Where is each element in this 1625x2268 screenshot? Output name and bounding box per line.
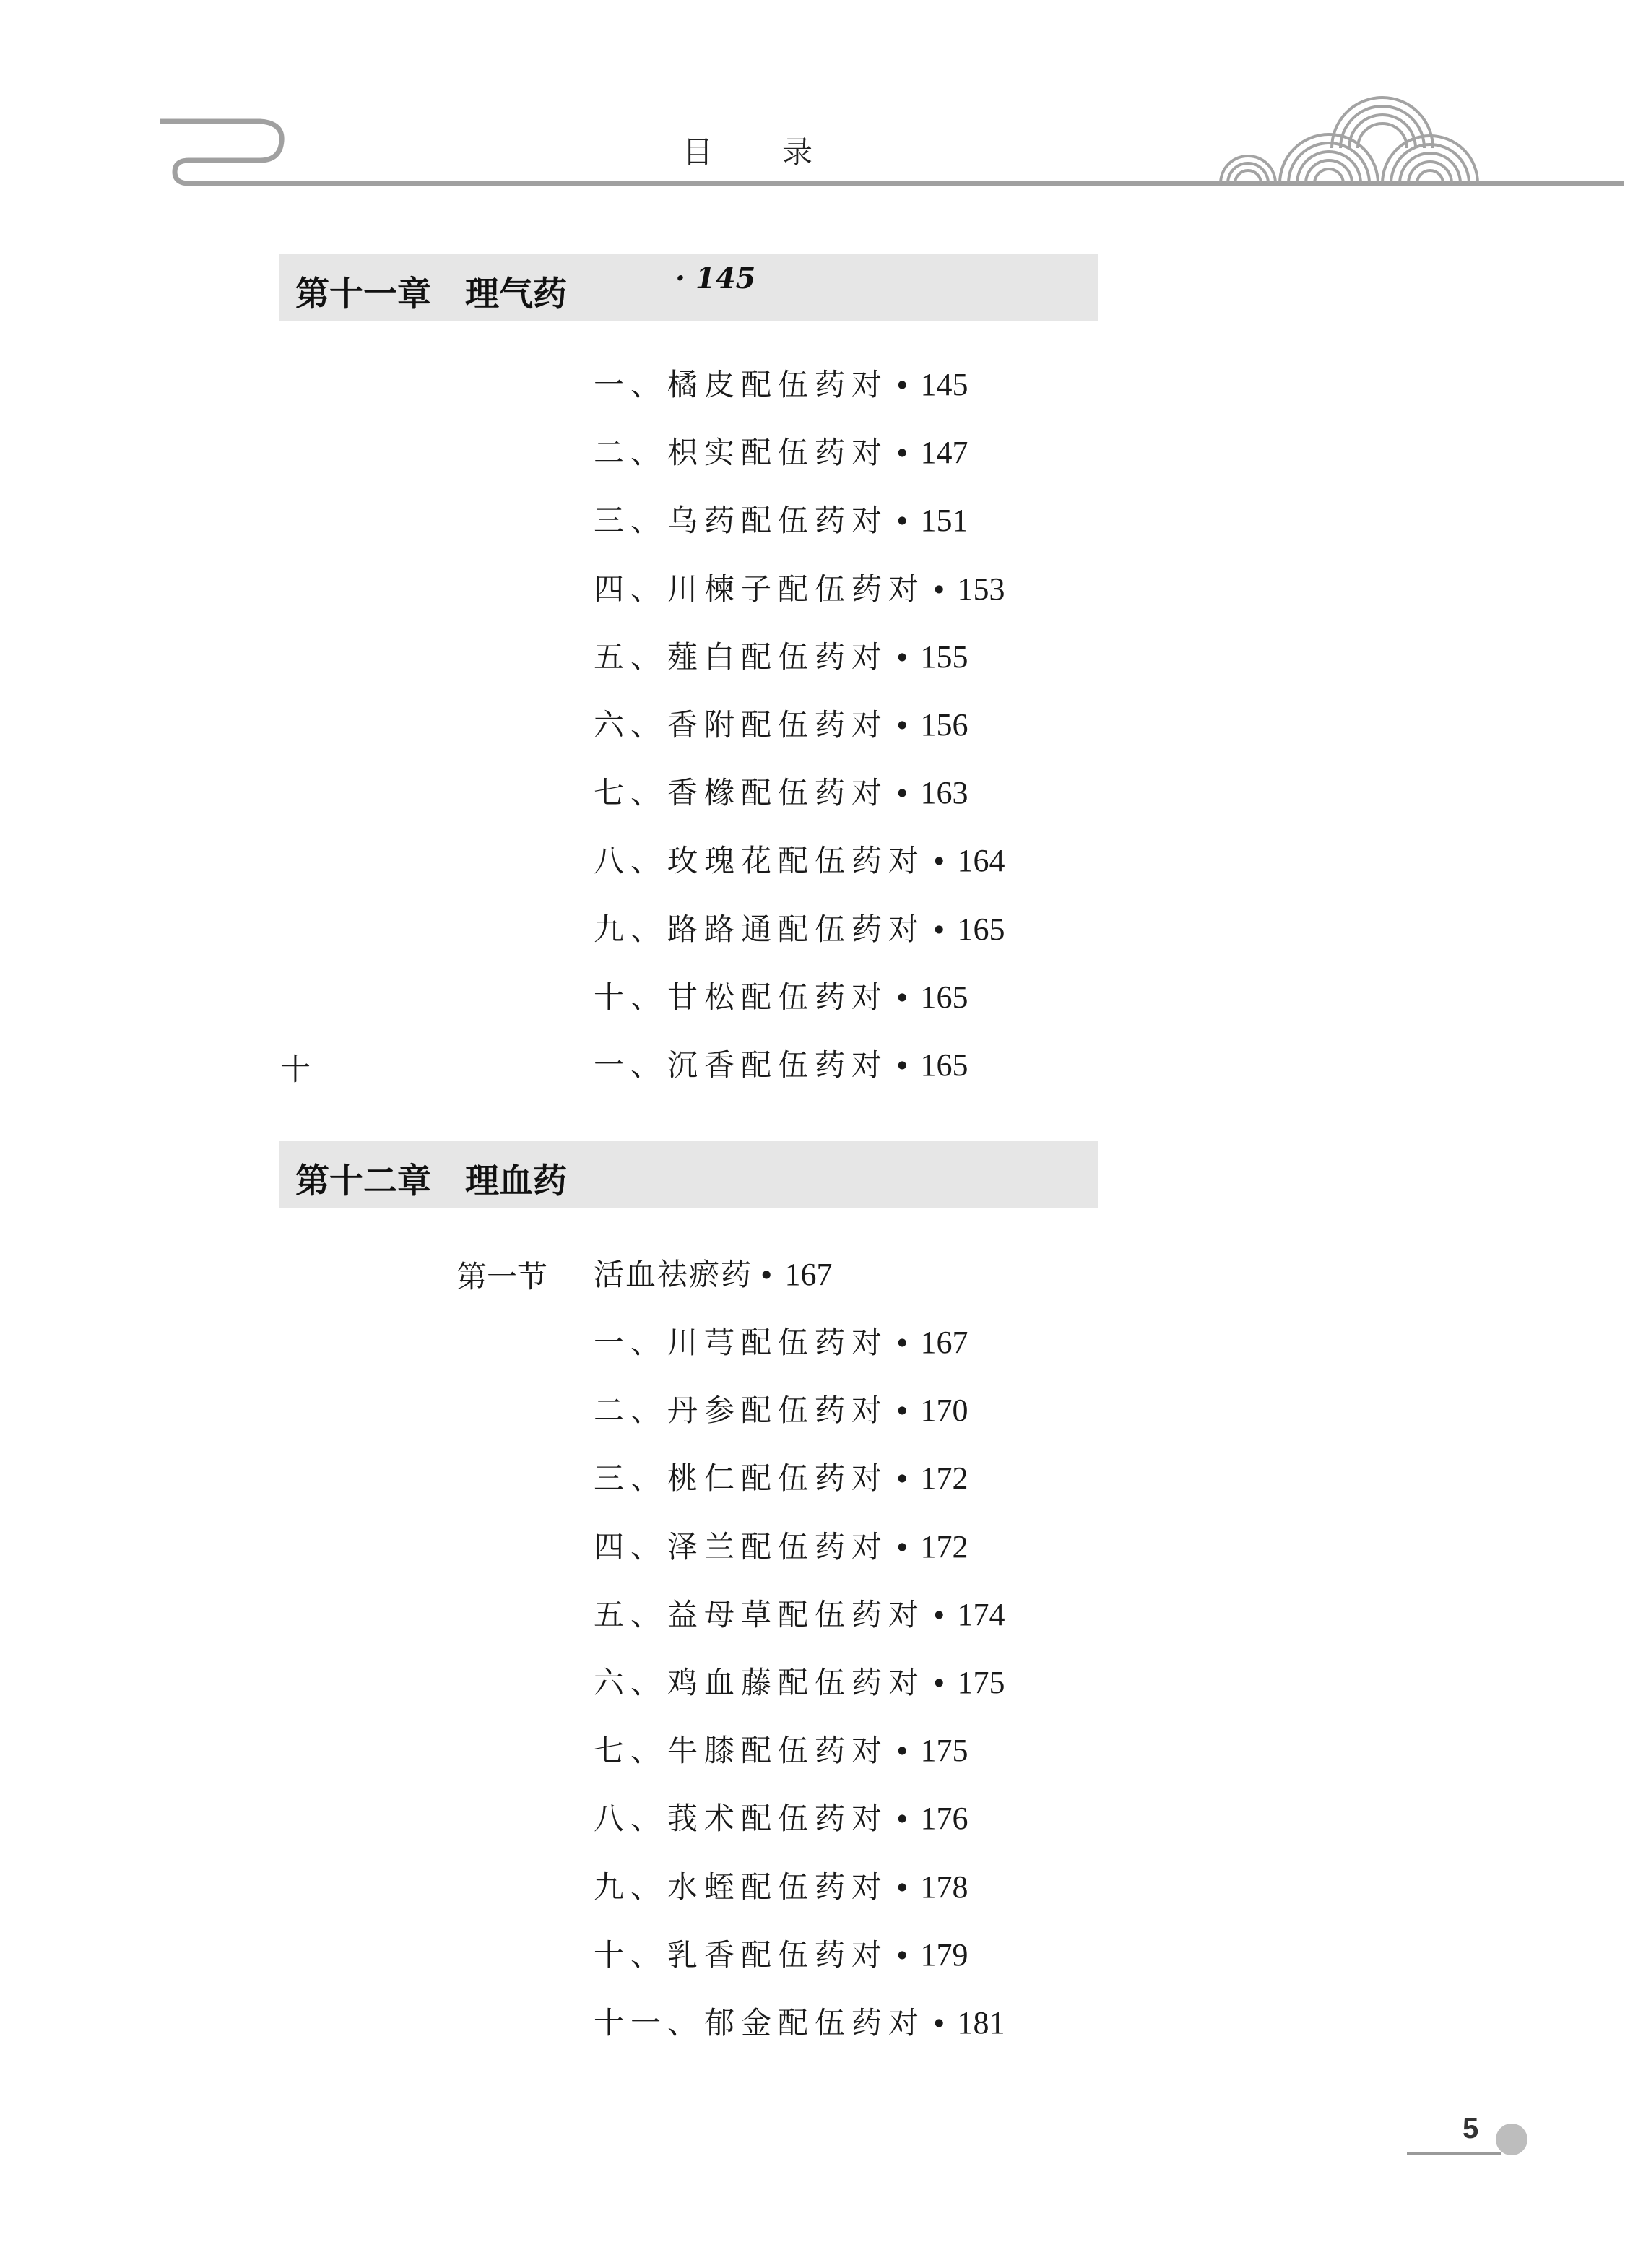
toc-entry-page: 151 <box>920 503 968 539</box>
chapter-page: · 145 <box>675 261 756 295</box>
bullet-icon: • <box>894 982 911 1014</box>
toc-entry-page: 176 <box>920 1801 968 1837</box>
bullet-icon: • <box>931 1599 948 1632</box>
chapter-title: 第十一章 理气药 <box>295 274 567 314</box>
toc-entry-label: 十一、郁金配伍药对 <box>594 2005 926 2040</box>
bullet-icon: • <box>894 1050 911 1082</box>
toc-entry-page: 145 <box>920 367 968 402</box>
bullet-icon: • <box>894 641 911 674</box>
toc-entry-label: 一、橘皮配伍药对 <box>594 367 889 402</box>
section-page: 167 <box>784 1257 833 1292</box>
toc-entry-label: 五、薤白配伍药对 <box>594 639 889 675</box>
bullet-icon: • <box>894 438 911 470</box>
toc-entry-label: 五、益母草配伍药对 <box>594 1596 926 1632</box>
bullet-icon: • <box>758 1260 775 1291</box>
toc-entry-page: 165 <box>920 1047 968 1083</box>
toc-entry-page: 165 <box>957 911 1005 947</box>
bullet-icon: • <box>931 2008 948 2040</box>
toc-entry-label: 八、莪术配伍药对 <box>594 1801 889 1837</box>
bullet-icon: • <box>894 1463 911 1496</box>
toc-entry-label: 六、香附配伍药对 <box>594 707 889 743</box>
toc-entry-label: 十、乳香配伍药对 <box>594 1936 889 1973</box>
toc-entry-page: 174 <box>957 1596 1005 1632</box>
toc-entry-page: 163 <box>920 775 968 811</box>
toc-entry-label: 一、川芎配伍药对 <box>594 1325 889 1360</box>
chapter-title: 第十二章 理血药 <box>295 1161 567 1201</box>
toc-entry-page: 153 <box>957 571 1005 607</box>
bullet-icon: • <box>894 1804 911 1836</box>
toc-entry-page: 181 <box>957 2005 1005 2040</box>
stray-prefix: 十 <box>280 1052 311 1087</box>
bullet-icon: • <box>894 370 911 402</box>
bullet-icon: • <box>894 1328 911 1359</box>
toc-entry-page: 155 <box>920 639 968 675</box>
toc-entry-label: 六、鸡血藤配伍药对 <box>594 1665 926 1700</box>
toc-entry-page: 170 <box>920 1393 968 1429</box>
footer-dot <box>1496 2124 1528 2155</box>
bullet-icon: • <box>931 1668 948 1700</box>
toc-entry-label: 二、枳实配伍药对 <box>594 435 889 471</box>
toc-entry-page: 164 <box>957 843 1005 879</box>
page-number: 5 <box>1462 2113 1479 2144</box>
bullet-icon: • <box>894 1939 911 1972</box>
toc-entry-page: 172 <box>920 1460 968 1497</box>
bullet-icon: • <box>931 846 948 878</box>
toc-entry-label: 九、水蛭配伍药对 <box>594 1869 889 1905</box>
toc-entry-label: 四、泽兰配伍药对 <box>594 1528 889 1564</box>
page-title: 目录 <box>682 134 883 170</box>
bullet-icon: • <box>894 506 911 538</box>
toc-entry-label: 八、玫瑰花配伍药对 <box>594 843 926 879</box>
toc-entry-label: 三、桃仁配伍药对 <box>594 1460 889 1497</box>
toc-entry-page: 172 <box>920 1528 968 1564</box>
bullet-icon: • <box>931 574 948 606</box>
toc-entry-label: 三、乌药配伍药对 <box>594 503 889 539</box>
toc-entry-label: 一、沉香配伍药对 <box>594 1047 889 1083</box>
toc-entry-page: 175 <box>957 1665 1005 1700</box>
bullet-icon: • <box>931 914 948 946</box>
toc-entry-page: 167 <box>920 1325 968 1360</box>
toc-entry-label: 二、丹参配伍药对 <box>594 1393 889 1429</box>
bullet-icon: • <box>894 1736 911 1768</box>
toc-entry-page: 179 <box>920 1936 968 1973</box>
toc-entry-page: 165 <box>920 979 968 1015</box>
bullet-icon: • <box>894 1395 911 1428</box>
toc-entry-page: 156 <box>920 707 968 743</box>
toc-entry-label: 四、川楝子配伍药对 <box>594 571 926 607</box>
section-title: 活血祛瘀药 <box>594 1257 753 1292</box>
toc-entry-label: 十、甘松配伍药对 <box>594 979 889 1015</box>
bullet-icon: • <box>894 1871 911 1904</box>
toc-entry-page: 178 <box>920 1869 968 1905</box>
toc-entry-page: 147 <box>920 435 968 471</box>
bullet-icon: • <box>894 778 911 810</box>
toc-entry-label: 七、香橼配伍药对 <box>594 775 889 811</box>
toc-entry-page: 175 <box>920 1733 968 1769</box>
toc-entry-label: 九、路路通配伍药对 <box>594 911 926 947</box>
section-label: 第一节 <box>456 1259 548 1294</box>
bullet-icon: • <box>894 710 911 742</box>
bullet-icon: • <box>894 1531 911 1564</box>
chapter-page-number: 145 <box>695 261 756 295</box>
toc-entry-label: 七、牛膝配伍药对 <box>594 1733 889 1769</box>
